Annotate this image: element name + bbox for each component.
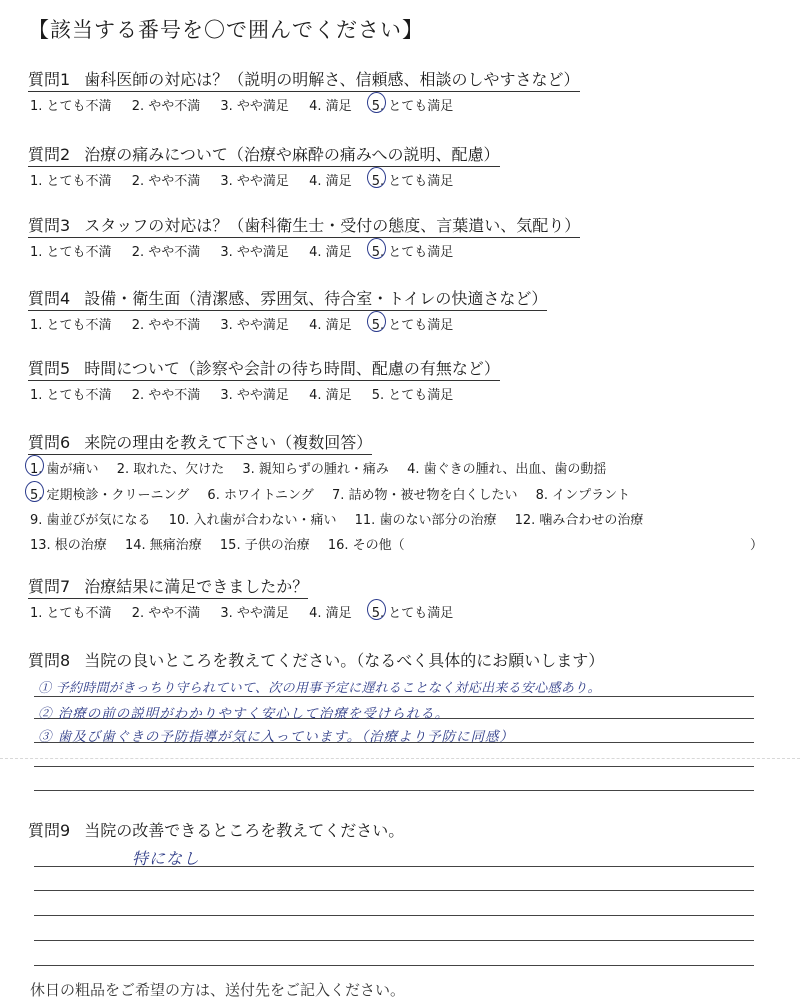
- q6-row-4: [30, 534, 419, 553]
- option[interactable]: 3. やや満足: [220, 606, 289, 621]
- reason[interactable]: 11. 歯のない部分の治療: [354, 513, 497, 528]
- q6-row-1: [30, 458, 620, 477]
- option[interactable]: 4. 満足: [309, 174, 352, 189]
- question-text: 当院の良いところを教えてください。（なるべく具体的にお願いします）: [84, 651, 605, 670]
- option[interactable]: 2. やや不満: [131, 318, 201, 333]
- reason[interactable]: 3. 親知らずの腫れ・痛み: [242, 462, 389, 477]
- answer-line: [34, 915, 754, 916]
- q6-row-2: [30, 484, 644, 503]
- option-selected[interactable]: 5. とても満足: [372, 602, 454, 621]
- question-9-title: [28, 818, 404, 842]
- question-4-options: [30, 314, 469, 333]
- question-2-options: [30, 170, 469, 189]
- question-number: 質問6: [28, 433, 71, 452]
- option-selected[interactable]: 5. とても満足: [372, 241, 454, 260]
- answer-line: [34, 766, 754, 767]
- reason-other[interactable]: 16. その他（: [327, 538, 405, 553]
- option[interactable]: 4. 満足: [309, 99, 352, 114]
- option[interactable]: 4. 満足: [309, 245, 352, 260]
- reason[interactable]: 8. インプラント: [535, 488, 631, 503]
- option[interactable]: 3. やや満足: [220, 99, 289, 114]
- answer-line: [34, 790, 754, 791]
- option[interactable]: 1. とても不満: [30, 245, 112, 260]
- option[interactable]: 3. やや満足: [220, 245, 289, 260]
- question-3-options: [30, 241, 469, 260]
- option-selected[interactable]: 5. とても満足: [372, 314, 454, 333]
- question-5-options: [30, 384, 469, 403]
- option[interactable]: 2. やや不満: [131, 245, 201, 260]
- question-7-options: [30, 602, 469, 621]
- question-text: 治療の痛みについて（治療や麻酔の痛みへの説明、配慮）: [84, 145, 500, 164]
- question-8-title: [28, 648, 604, 672]
- question-5-title: [28, 356, 500, 381]
- reason-selected[interactable]: 1. 歯が痛い: [30, 458, 99, 477]
- option[interactable]: 1. とても不満: [30, 174, 112, 189]
- option[interactable]: 4. 満足: [309, 388, 352, 403]
- question-number: 質問8: [28, 651, 71, 670]
- question-text: 当院の改善できるところを教えてください。: [84, 821, 405, 840]
- question-text: 時間について（診察や会計の待ち時間、配慮の有無など）: [84, 359, 500, 378]
- question-text: スタッフの対応は？（歯科衛生士・受付の態度、言葉遣い、気配り）: [84, 216, 581, 235]
- question-text: 来院の理由を教えて下さい（複数回答）: [84, 433, 373, 452]
- reason[interactable]: 6. ホワイトニング: [207, 488, 314, 503]
- reason[interactable]: 7. 詰め物・被せ物を白くしたい: [331, 488, 518, 503]
- question-text: 設備・衛生面（清潔感、雰囲気、待合室・トイレの快適さなど）: [84, 289, 548, 308]
- answer-line: [34, 890, 754, 891]
- answer-line: [34, 965, 754, 966]
- reason[interactable]: 9. 歯並びが気になる: [30, 513, 151, 528]
- question-text: 治療結果に満足できましたか？: [84, 577, 309, 596]
- q6-row-3: [30, 509, 657, 528]
- reason[interactable]: 10. 入れ歯が合わない・痛い: [168, 513, 337, 528]
- option-selected[interactable]: 5. とても満足: [372, 170, 454, 189]
- option[interactable]: 2. やや不満: [131, 606, 201, 621]
- question-number: 質問4: [28, 289, 71, 308]
- q8-handwritten-answer-3[interactable]: ③ 歯及び歯ぐきの予防指導が気に入っています。（治療より予防に同感）: [38, 729, 514, 745]
- option[interactable]: 1. とても不満: [30, 318, 112, 333]
- option[interactable]: 2. やや不満: [131, 388, 201, 403]
- reason[interactable]: 4. 歯ぐきの腫れ、出血、歯の動揺: [407, 462, 607, 477]
- question-number: 質問1: [28, 70, 71, 89]
- reason[interactable]: 12. 噛み合わせの治療: [514, 513, 644, 528]
- question-number: 質問2: [28, 145, 71, 164]
- question-number: 質問3: [28, 216, 71, 235]
- question-7-title: [28, 574, 308, 599]
- option[interactable]: 1. とても不満: [30, 606, 112, 621]
- reason-selected[interactable]: 5. 定期検診・クリーニング: [30, 484, 189, 503]
- reason[interactable]: 13. 根の治療: [30, 538, 107, 553]
- option[interactable]: 2. やや不満: [131, 174, 201, 189]
- question-number: 質問9: [28, 821, 71, 840]
- paper-fold-line: [0, 758, 800, 759]
- question-number: 質問5: [28, 359, 71, 378]
- q8-handwritten-answer-1[interactable]: ① 予約時間がきっちり守られていて、次の用事予定に遅れることなく対応出来る安心感あり。: [38, 681, 601, 696]
- reason[interactable]: 14. 無痛治療: [124, 538, 202, 553]
- reason[interactable]: 2. 取れた、欠けた: [116, 462, 225, 477]
- option[interactable]: 3. やや満足: [220, 388, 289, 403]
- page-title: 【該当する番号を〇で囲んでください】: [28, 18, 424, 42]
- other-close-paren: ）: [750, 538, 764, 553]
- question-text: 歯科医師の対応は？（説明の明解さ、信頼感、相談のしやすさなど）: [84, 70, 580, 89]
- question-number: 質問7: [28, 577, 71, 596]
- question-1-options: [30, 95, 469, 114]
- answer-line: [34, 696, 754, 697]
- q8-handwritten-answer-2[interactable]: ② 治療の前の説明がわかりやすく安心して治療を受けられる。: [38, 706, 450, 722]
- option[interactable]: 4. 満足: [309, 318, 352, 333]
- question-3-title: [28, 213, 580, 238]
- option[interactable]: 3. やや満足: [220, 318, 289, 333]
- reason[interactable]: 15. 子供の治療: [219, 538, 310, 553]
- question-2-title: [28, 142, 500, 167]
- question-4-title: [28, 286, 547, 311]
- option[interactable]: 2. やや不満: [131, 99, 201, 114]
- question-6-title: [28, 430, 372, 455]
- option[interactable]: 5. とても満足: [371, 388, 454, 403]
- option[interactable]: 1. とても不満: [30, 99, 112, 114]
- option[interactable]: 1. とても不満: [30, 388, 112, 403]
- answer-line: [34, 940, 754, 941]
- option[interactable]: 4. 満足: [309, 606, 352, 621]
- q9-handwritten-answer[interactable]: 特になし: [132, 849, 201, 868]
- option-selected[interactable]: 5. とても満足: [372, 95, 454, 114]
- cutoff-footer-text: 休日の粗品をご希望の方は、送付先をご記入ください。: [30, 981, 406, 999]
- option[interactable]: 3. やや満足: [220, 174, 289, 189]
- question-1-title: [28, 67, 580, 92]
